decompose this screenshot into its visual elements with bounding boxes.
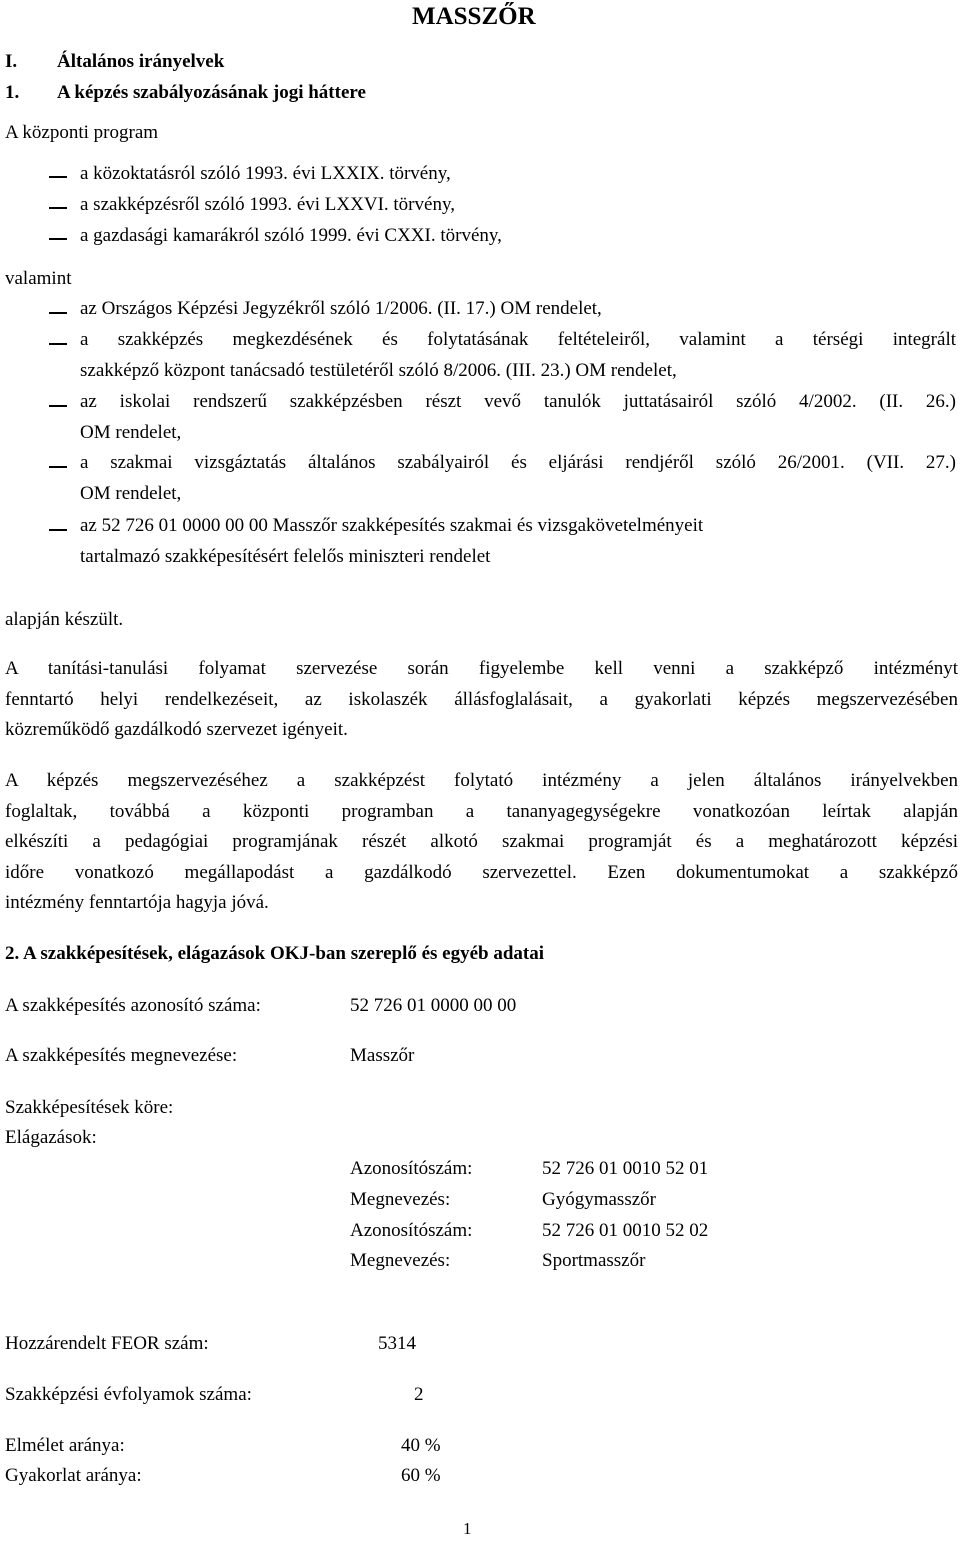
list-item-continuation: szakképző központ tanácsadó testületéről szóló 8/2006. (III. 23.) OM rendelet, — [80, 360, 677, 381]
list-dash — [49, 343, 67, 345]
list-item: a közoktatásról szóló 1993. évi LXXIX. törvény, — [80, 163, 451, 184]
years-label: Szakképzési évfolyamok száma: — [5, 1384, 252, 1405]
paragraph-line: A képzés megszervezéséhez a szakképzést folytató intézmény a jelen általános irányelvekben — [5, 770, 958, 791]
branches-label: Elágazások: — [5, 1127, 97, 1148]
section-heading: Általános irányelvek — [57, 51, 225, 72]
list-dash — [49, 466, 67, 468]
branch-label: Azonosítószám: — [350, 1220, 473, 1241]
intro-text: A központi program — [5, 122, 159, 143]
section-number: I. — [5, 51, 18, 72]
list-item: a szakképzés megkezdésének és folytatásának feltételeiről, valamint a térségi integrált — [80, 329, 956, 350]
closing-text: alapján készült. — [5, 609, 124, 630]
paragraph-line: időre vonatkozó megállapodást a gazdálkodó szervezettel. Ezen dokumentumokat a szakképző — [5, 861, 958, 883]
practice-ratio-value: 60 % — [401, 1465, 441, 1486]
branch-label: Megnevezés: — [350, 1189, 451, 1210]
subsection-heading: A képzés szabályozásának jogi háttere — [57, 82, 366, 103]
practice-ratio-label: Gyakorlat aránya: — [5, 1465, 142, 1486]
list-dash — [49, 405, 67, 407]
paragraph-line: fenntartó helyi rendelkezéseit, az iskolaszék állásfoglalásait, a gyakorlati képzés megszervezésében — [5, 688, 958, 710]
theory-ratio-value: 40 % — [401, 1435, 441, 1456]
list-dash — [49, 176, 67, 178]
qualification-id-value: 52 726 01 0000 00 00 — [350, 995, 517, 1016]
list-dash — [49, 312, 67, 314]
theory-ratio-label: Elmélet aránya: — [5, 1435, 125, 1456]
list-item: a szakmai vizsgáztatás általános szabályairól és eljárási rendjéről szóló 26/2001. (VII. 27.) — [80, 452, 956, 473]
paragraph-line: A tanítási-tanulási folyamat szervezése során figyelembe kell venni a szakképző intézményt — [5, 658, 958, 679]
list-item-continuation: tartalmazó szakképesítésért felelős miniszteri rendelet — [80, 546, 491, 567]
qualification-id-label: A szakképesítés azonosító száma: — [5, 995, 261, 1016]
qualification-name-label: A szakképesítés megnevezése: — [5, 1045, 238, 1066]
paragraph-2 — [5, 766, 958, 919]
branch-label: Megnevezés: — [350, 1250, 451, 1271]
list-item: az Országos Képzési Jegyzékről szóló 1/2006. (II. 17.) OM rendelet, — [80, 298, 602, 319]
branch-value: 52 726 01 0010 52 02 — [542, 1220, 709, 1241]
subsection-heading-2: 2. A szakképesítések, elágazások OKJ-ban szereplő és egyéb adatai — [5, 943, 545, 964]
list-item: a gazdasági kamarákról szóló 1999. évi CXXI. törvény, — [80, 225, 502, 246]
branch-value: 52 726 01 0010 52 01 — [542, 1158, 709, 1179]
list-item-continuation: OM rendelet, — [80, 422, 182, 443]
paragraph-line: elkészíti a pedagógiai programjának részét alkotó szakmai programját és a meghatározott képzési — [5, 831, 958, 852]
list-dash — [49, 207, 67, 209]
feor-label: Hozzárendelt FEOR szám: — [5, 1333, 209, 1354]
list-item: az 52 726 01 0000 00 00 Masszőr szakképesítés szakmai és vizsgakövetelményeit — [80, 515, 704, 536]
list-dash — [49, 238, 67, 240]
document-title: MASSZŐR — [412, 3, 536, 30]
paragraph-line: intézmény fenntartója hagyja jóvá. — [5, 892, 269, 913]
branch-value: Gyógymasszőr — [542, 1189, 656, 1210]
paragraph-1 — [5, 654, 958, 746]
list-item: az iskolai rendszerű szakképzésben részt vevő tanulók juttatásairól szóló 4/2002. (II. 26.) — [80, 391, 956, 412]
qualification-name-value: Masszőr — [350, 1045, 415, 1066]
branch-value: Sportmasszőr — [542, 1250, 646, 1271]
connector-text: valamint — [5, 268, 72, 289]
branch-label: Azonosítószám: — [350, 1158, 473, 1179]
list-dash — [49, 529, 67, 531]
list-item: a szakképzésről szóló 1993. évi LXXVI. törvény, — [80, 194, 455, 215]
paragraph-line: foglaltak, továbbá a központi programban a tananyagegységekre vonatkozóan leírtak alapján — [5, 800, 958, 822]
page-number: 1 — [463, 1519, 472, 1538]
years-value: 2 — [414, 1384, 424, 1405]
subsection-number: 1. — [5, 82, 20, 103]
list-item-continuation: OM rendelet, — [80, 483, 182, 504]
feor-value: 5314 — [378, 1333, 416, 1354]
paragraph-line: közreműködő gazdálkodó szervezet igényeit. — [5, 719, 348, 740]
qualification-scope-label: Szakképesítések köre: — [5, 1097, 174, 1118]
